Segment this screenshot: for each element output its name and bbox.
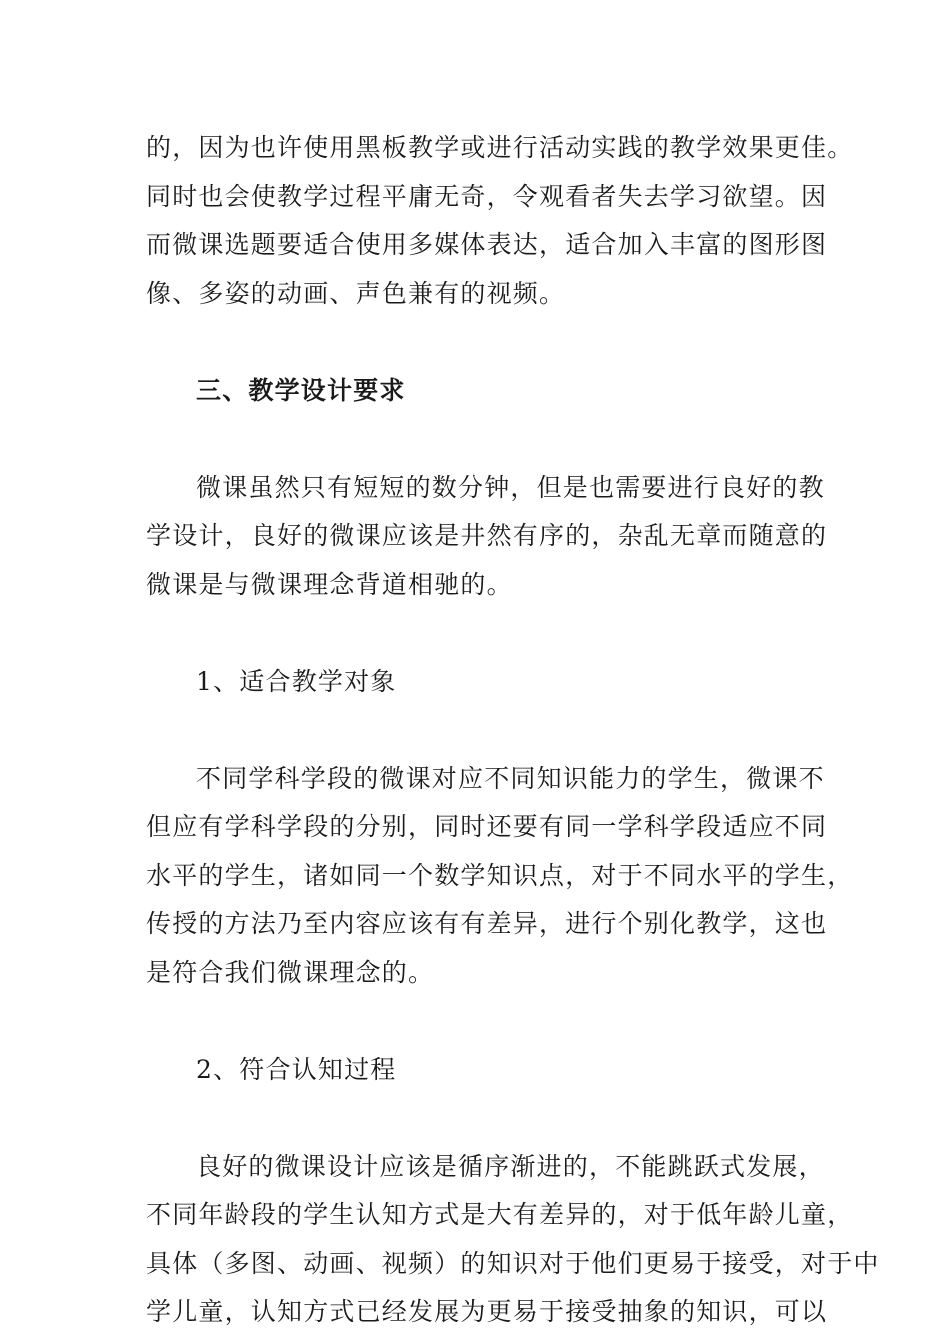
paragraph-gap	[146, 415, 808, 464]
text-line: 的，因为也许使用黑板教学或进行活动实践的教学效果更佳。	[146, 133, 854, 162]
paragraph-gap	[146, 1094, 808, 1143]
text-line: 微课是与微课理念背道相驰的。	[146, 569, 513, 599]
text-line: 传授的方法乃至内容应该有有差异，进行个别化教学，这也	[146, 909, 828, 938]
text-line: 具体（多图、动画、视频）的知识对于他们更易于接受，对于中	[146, 1248, 880, 1278]
text-line: 不同年龄段的学生认知方式是大有差异的，对于低年龄儿童，	[146, 1200, 854, 1229]
text-line: 同时也会使教学过程平庸无奇，令观看者失去学习欲望。因	[146, 181, 828, 211]
paragraph-gap	[146, 318, 808, 367]
text-line: 是符合我们微课理念的。	[146, 957, 435, 987]
paragraph-gap	[146, 997, 808, 1046]
document-body	[146, 124, 880, 1337]
paragraph-intro	[146, 124, 854, 318]
text-line: 良好的微课设计应该是循序渐进的，不能跳跃式发展，	[196, 1151, 825, 1181]
text-line: 微课虽然只有短短的数分钟，但是也需要进行良好的教	[196, 472, 825, 502]
subsection-heading-two: 2、符合认知过程	[196, 1054, 397, 1084]
paragraph-audience	[146, 755, 854, 998]
text-line: 学设计，良好的微课应该是井然有序的，杂乱无章而随意的	[146, 521, 828, 550]
text-line: 而微课选题要适合使用多媒体表达，适合加入丰富的图形图	[146, 230, 828, 259]
paragraph-cognition	[146, 1143, 880, 1337]
paragraph-design	[146, 464, 828, 610]
text-line: 不同学科学段的微课对应不同知识能力的学生，微课不	[196, 763, 825, 793]
paragraph-gap	[146, 706, 808, 755]
text-line: 学儿童，认知方式已经发展为更易于接受抽象的知识，可以	[146, 1297, 828, 1326]
text-line: 水平的学生，诸如同一个数学知识点，对于不同水平的学生，	[146, 860, 854, 890]
text-line: 像、多姿的动画、声色兼有的视频。	[146, 278, 566, 308]
subsection-heading-one: 1、适合教学对象	[196, 666, 397, 696]
paragraph-gap	[146, 609, 808, 658]
section-heading-three: 三、教学设计要求	[196, 375, 406, 405]
text-line: 但应有学科学段的分别，同时还要有同一学科学段适应不同	[146, 812, 828, 841]
